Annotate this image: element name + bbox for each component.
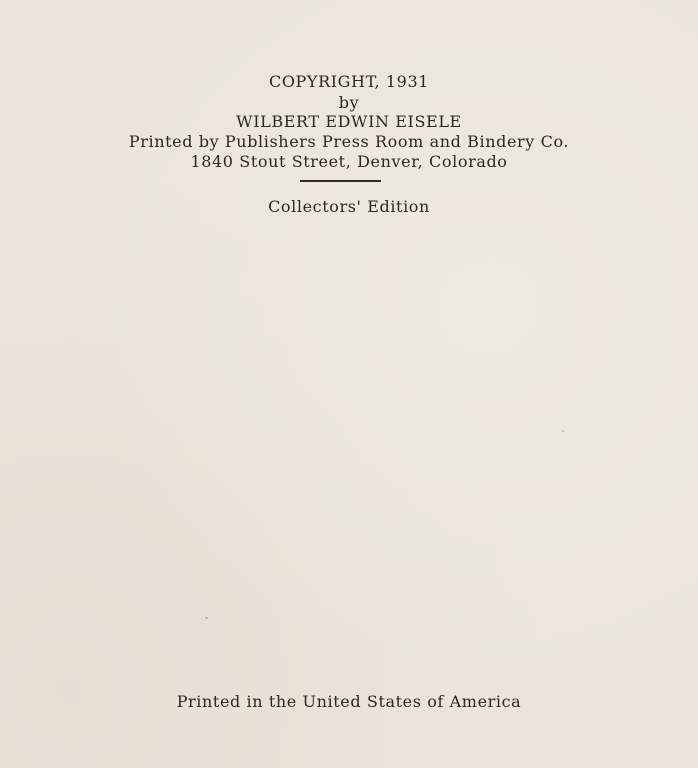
edition-line: Collectors' Edition [268,197,430,216]
by-line: by [338,93,360,112]
divider-rule [300,180,381,182]
author-name: WILBERT EDWIN EISELE [236,112,462,131]
printed-in-footer: Printed in the United States of America [176,692,522,711]
paper-speck [562,430,564,432]
address-line: 1840 Stout Street, Denver, Colorado [190,152,508,171]
printer-line: Printed by Publishers Press Room and Bindery Co. [128,132,570,151]
paper-speck [205,617,208,619]
copyright-line: COPYRIGHT, 1931 [269,72,429,91]
